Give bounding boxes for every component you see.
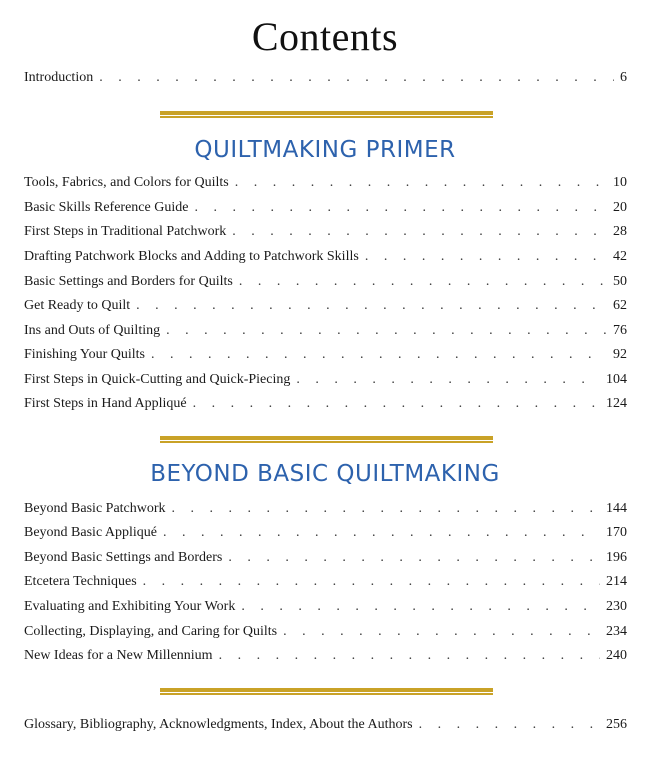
toc-entry[interactable] xyxy=(24,344,627,366)
toc-entry-label: First Steps in Hand Appliqué xyxy=(24,396,187,411)
toc-entry-page: 196 xyxy=(606,550,627,565)
toc-entry-label: Get Ready to Quilt xyxy=(24,298,131,313)
toc-entry-label: First Steps in Traditional Patchwork xyxy=(24,224,227,239)
dot-leader xyxy=(239,271,607,293)
toc-entry-label: Tools, Fabrics, and Colors for Quilts xyxy=(24,175,229,190)
dot-leader xyxy=(193,393,600,415)
toc-entry-label: Evaluating and Exhibiting Your Work xyxy=(24,599,236,614)
toc-entry[interactable] xyxy=(24,571,627,593)
toc-entry[interactable] xyxy=(24,320,627,342)
toc-entry-label: Finishing Your Quilts xyxy=(24,347,145,362)
toc-entry[interactable] xyxy=(24,369,627,391)
dot-leader xyxy=(194,197,607,219)
toc-entry-page: 76 xyxy=(613,323,627,338)
toc-entry-label: Etcetera Techniques xyxy=(24,574,137,589)
toc-entry-page: 20 xyxy=(613,200,627,215)
toc-entry-label: Beyond Basic Settings and Borders xyxy=(24,550,223,565)
toc-entry-label: New Ideas for a New Millennium xyxy=(24,648,213,663)
toc-entry-label: First Steps in Quick-Cutting and Quick-Piecing xyxy=(24,372,291,387)
dot-leader xyxy=(365,246,607,268)
gold-divider xyxy=(160,688,493,695)
toc-entry-page: 10 xyxy=(613,175,627,190)
toc-entry-label: Glossary, Bibliography, Acknowledgments, Index, About the Authors xyxy=(24,717,413,732)
dot-leader xyxy=(136,295,607,317)
toc-entry-page: 124 xyxy=(606,396,627,411)
toc-entry-page: 214 xyxy=(606,574,627,589)
dot-leader xyxy=(163,522,600,544)
toc-entry-page: 6 xyxy=(620,70,627,85)
dot-leader xyxy=(219,645,600,667)
toc-entry[interactable] xyxy=(24,645,627,667)
dot-leader xyxy=(419,714,600,736)
toc-entry[interactable] xyxy=(24,621,627,643)
toc-entry[interactable] xyxy=(24,522,627,544)
dot-leader xyxy=(99,67,614,89)
toc-entry[interactable] xyxy=(24,172,627,194)
toc-entry[interactable] xyxy=(24,547,627,569)
toc-entry[interactable] xyxy=(24,271,627,293)
toc-entry[interactable] xyxy=(24,246,627,268)
toc-entry[interactable] xyxy=(24,596,627,618)
dot-leader xyxy=(241,596,600,618)
dot-leader xyxy=(151,344,607,366)
toc-entry-page: 256 xyxy=(606,717,627,732)
gold-divider xyxy=(160,111,493,118)
toc-entry-page: 230 xyxy=(606,599,627,614)
toc-entry-label: Beyond Basic Patchwork xyxy=(24,501,166,516)
toc-entry-label: Ins and Outs of Quilting xyxy=(24,323,161,338)
dot-leader xyxy=(283,621,600,643)
toc-entry-page: 42 xyxy=(613,249,627,264)
toc-entry[interactable] xyxy=(24,197,627,219)
dot-leader xyxy=(232,221,607,243)
toc-entry-introduction[interactable] xyxy=(24,67,627,89)
toc-entry-label: Basic Skills Reference Guide xyxy=(24,200,189,215)
toc-entry-label: Basic Settings and Borders for Quilts xyxy=(24,274,233,289)
toc-entry[interactable] xyxy=(24,498,627,520)
dot-leader xyxy=(228,547,600,569)
section-heading-quiltmaking-primer: QUILTMAKING PRIMER xyxy=(194,137,456,163)
section-heading-beyond-basic-quiltmaking: BEYOND BASIC QUILTMAKING xyxy=(150,461,500,487)
toc-entry-label: Drafting Patchwork Blocks and Adding to Patchwork Skills xyxy=(24,249,359,264)
toc-entry-page: 62 xyxy=(613,298,627,313)
page-title: Contents xyxy=(251,14,399,59)
toc-entry-page: 234 xyxy=(606,624,627,639)
dot-leader xyxy=(296,369,600,391)
toc-entry-page: 92 xyxy=(613,347,627,362)
toc-entry-page: 104 xyxy=(606,372,627,387)
toc-entry-label: Collecting, Displaying, and Caring for Quilts xyxy=(24,624,278,639)
toc-entry-label: Introduction xyxy=(24,70,94,85)
toc-entry-page: 240 xyxy=(606,648,627,663)
gold-divider xyxy=(160,436,493,443)
dot-leader xyxy=(166,320,607,342)
toc-entry-back-matter[interactable] xyxy=(24,714,627,736)
dot-leader xyxy=(172,498,600,520)
toc-entry[interactable] xyxy=(24,295,627,317)
dot-leader xyxy=(143,571,600,593)
toc-entry-page: 144 xyxy=(606,501,627,516)
dot-leader xyxy=(235,172,607,194)
toc-entry-page: 170 xyxy=(606,525,627,540)
toc-entry[interactable] xyxy=(24,393,627,415)
toc-entry-page: 28 xyxy=(613,224,627,239)
toc-entry[interactable] xyxy=(24,221,627,243)
toc-entry-label: Beyond Basic Appliqué xyxy=(24,525,157,540)
toc-entry-page: 50 xyxy=(613,274,627,289)
